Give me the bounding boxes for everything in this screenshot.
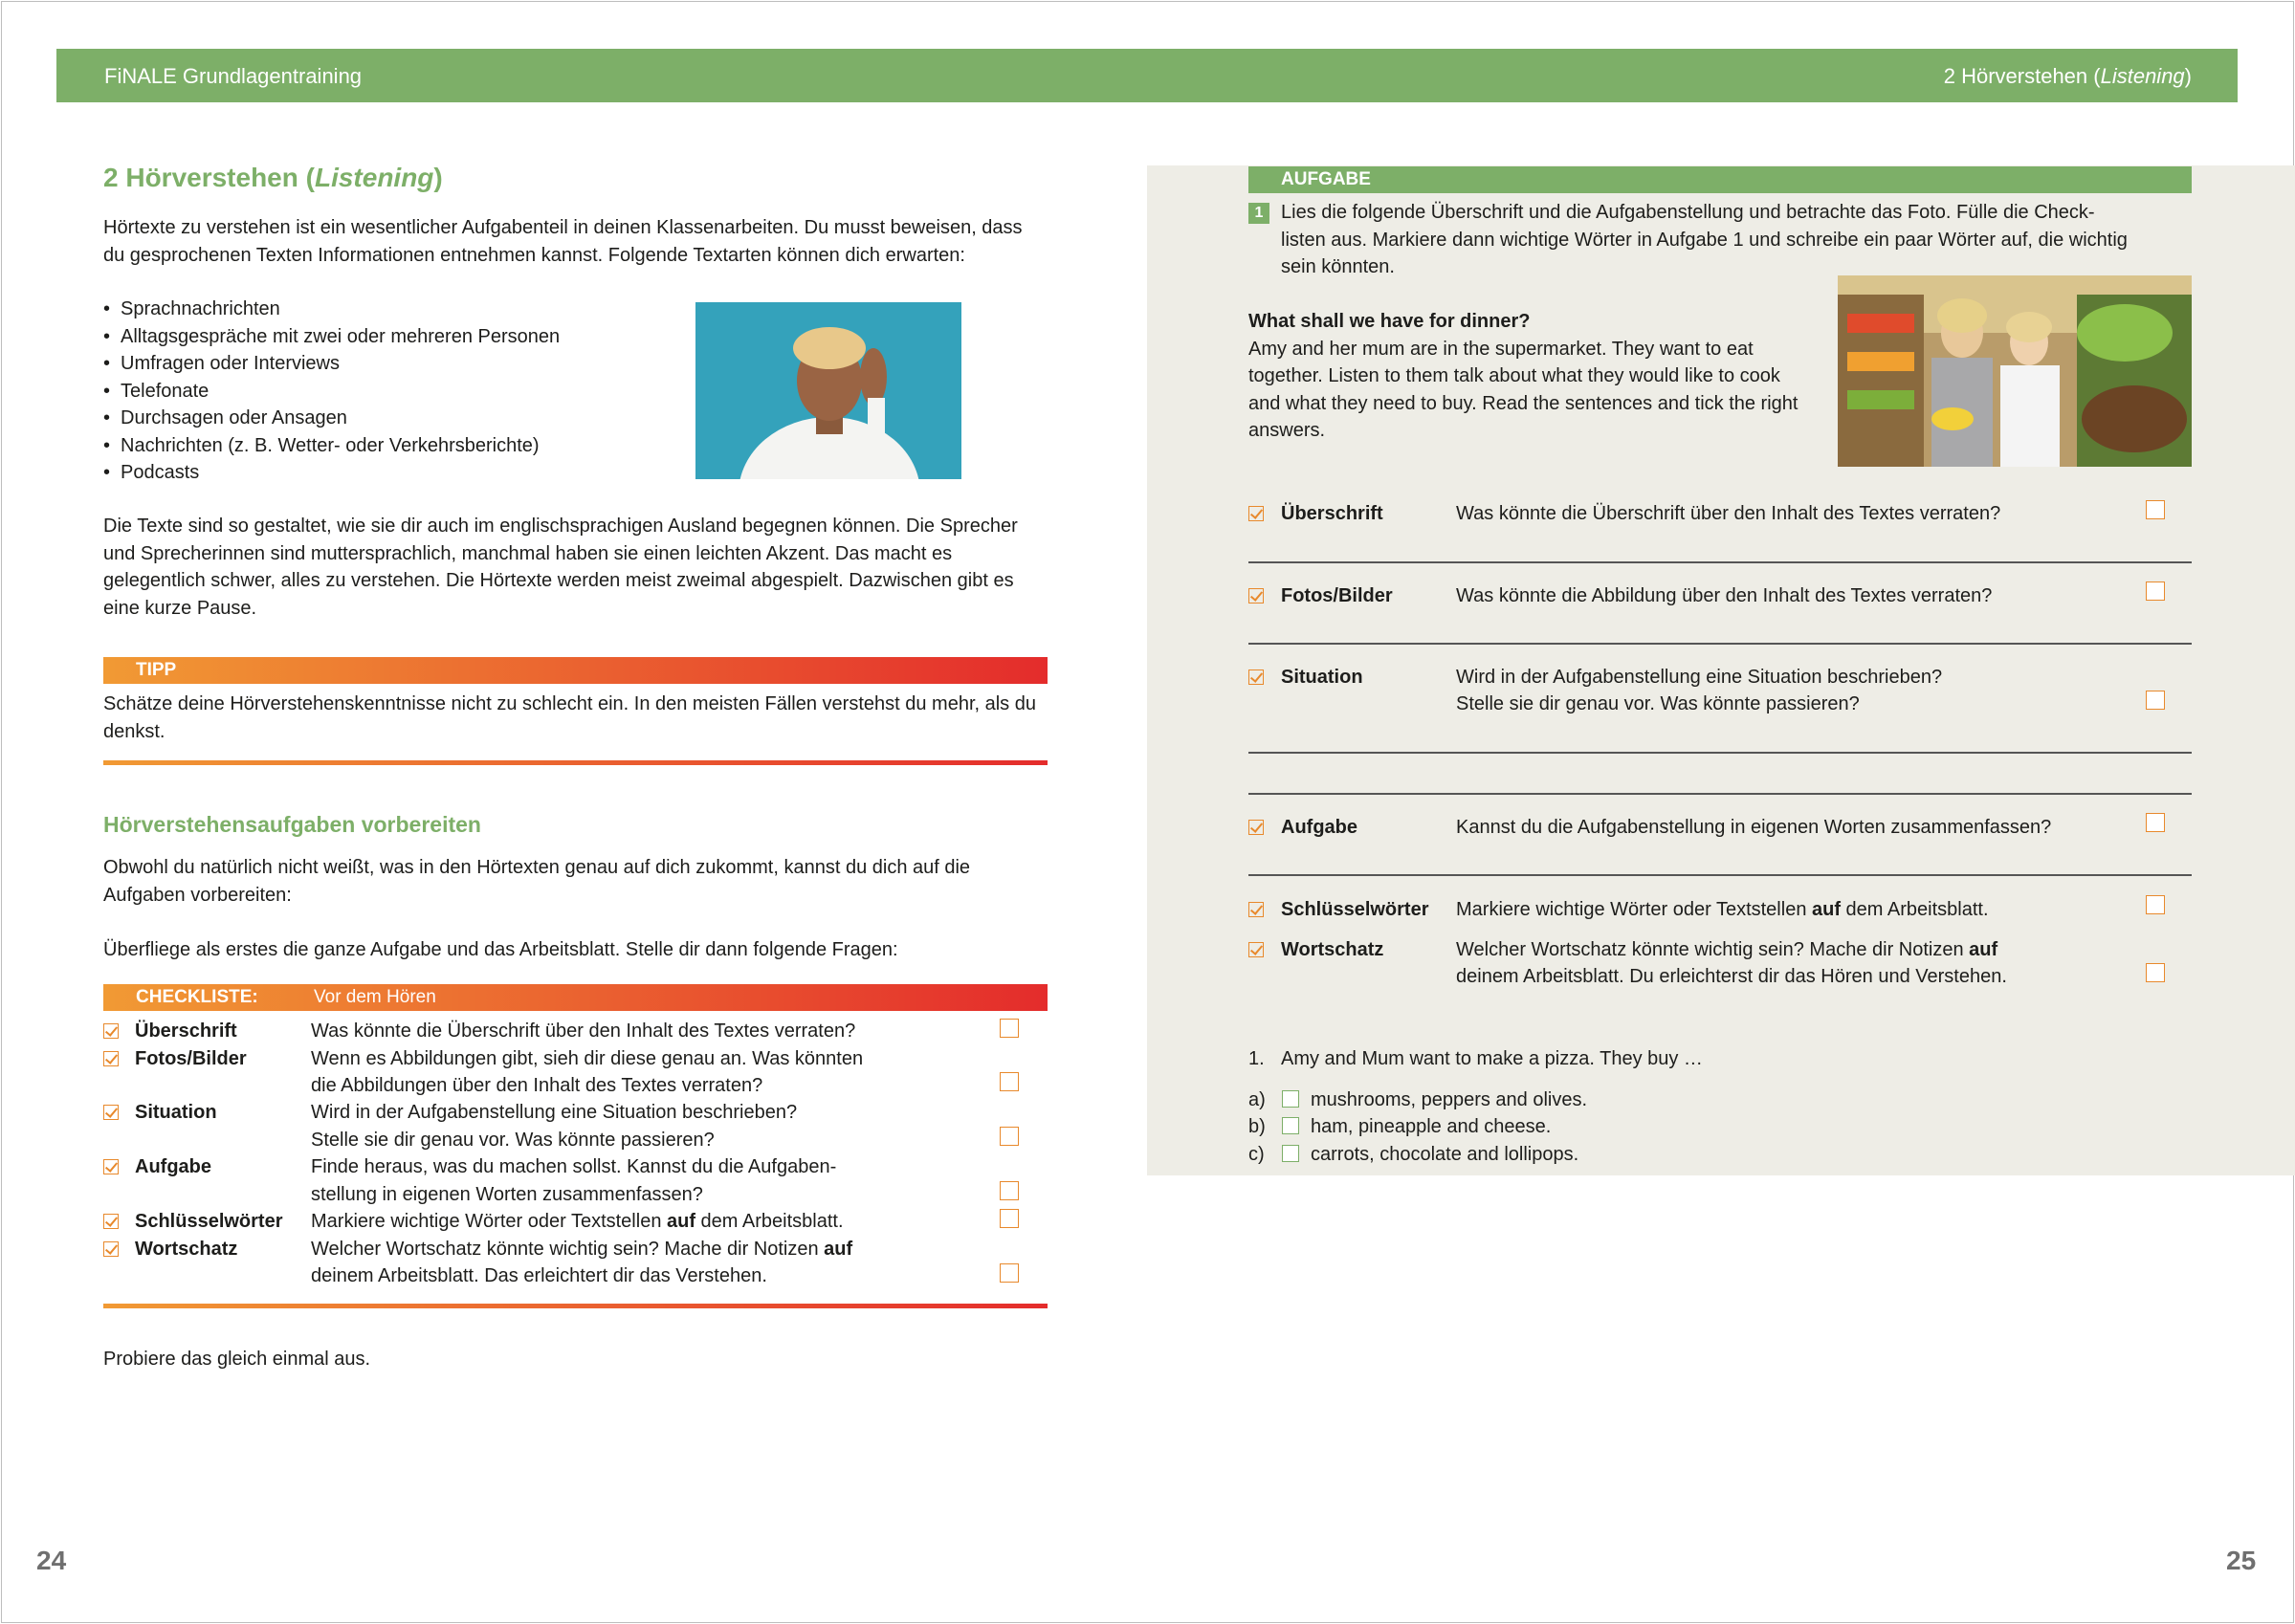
option-letter: a): [1248, 1089, 1266, 1110]
checklist-label-schluesselwoerter: Schlüsselwörter: [135, 1211, 283, 1232]
option-letter: c): [1248, 1144, 1265, 1165]
checklist-text: stellung in eigenen Worten zusammenfassen?: [311, 1184, 703, 1205]
row-text: Wird in der Aufgabenstellung eine Situation beschrieben?: [1456, 667, 1943, 688]
row-divider: [1248, 561, 2192, 563]
empty-checkbox[interactable]: [2146, 691, 2165, 710]
list-item: • Podcasts: [103, 459, 560, 487]
row-text: Was könnte die Abbildung über den Inhalt des Textes verraten?: [1456, 585, 1993, 606]
empty-checkbox[interactable]: [1000, 1181, 1019, 1200]
option-text: ham, pineapple and cheese.: [1311, 1116, 1552, 1137]
checklist-text: die Abbildungen über den Inhalt des Textes verraten?: [311, 1075, 763, 1096]
checklist-text: Welcher Wortschatz könnte wichtig sein? Mache dir Notizen auf: [311, 1239, 853, 1260]
question-number: 1.: [1248, 1048, 1265, 1069]
empty-checkbox[interactable]: [1000, 1263, 1019, 1283]
check-icon: [1248, 669, 1264, 685]
check-icon: [103, 1023, 119, 1039]
chapter-title: 2 Hörverstehen (Listening): [1943, 64, 2192, 88]
row-text: Stelle sie dir genau vor. Was könnte passieren?: [1456, 693, 1860, 714]
list-item: • Durchsagen oder Ansagen: [103, 405, 560, 432]
tipp-text: Schätze deine Hörverstehenskenntnisse nicht zu schlecht ein. In den meisten Fällen verstehst du mehr, als du denkst.: [103, 693, 1036, 742]
row-label-schluesselwoerter: Schlüsselwörter: [1281, 899, 1429, 920]
checklist-text: Was könnte die Überschrift über den Inhalt des Textes verraten?: [311, 1020, 856, 1042]
story-line: answers.: [1248, 420, 1326, 441]
text-types-list: [103, 296, 560, 487]
row-text: Markiere wichtige Wörter oder Textstellen auf dem Arbeitsblatt.: [1456, 899, 1989, 920]
row-label-situation: Situation: [1281, 667, 1363, 688]
list-item: • Umfragen oder Interviews: [103, 350, 560, 378]
checklist-title: Vor dem Hören: [314, 987, 436, 1007]
option-letter: b): [1248, 1116, 1266, 1137]
checklist-label-aufgabe: Aufgabe: [135, 1156, 211, 1177]
option-text: carrots, chocolate and lollipops.: [1311, 1144, 1579, 1165]
checklist-text: Wird in der Aufgabenstellung eine Situation beschrieben?: [311, 1102, 798, 1123]
check-icon: [1248, 902, 1264, 917]
checklist-text: Markiere wichtige Wörter oder Textstellen auf dem Arbeitsblatt.: [311, 1211, 844, 1232]
empty-checkbox[interactable]: [1000, 1127, 1019, 1146]
checklist-divider: [103, 1304, 1048, 1308]
book-title: FiNALE Grundlagentraining: [104, 64, 363, 88]
paragraph-prepare: Obwohl du natürlich nicht weißt, was in den Hörtexten genau auf dich zukommt, kannst du dich auf die Aufgaben vorbereiten:: [103, 857, 971, 906]
story-line: and what they need to buy. Read the sentences and tick the right: [1248, 393, 1798, 414]
empty-checkbox[interactable]: [2146, 813, 2165, 832]
check-icon: [103, 1214, 119, 1229]
row-divider: [1248, 874, 2192, 876]
task-line: sein könnten.: [1281, 256, 1395, 277]
answer-checkbox[interactable]: [1282, 1145, 1299, 1162]
check-icon: [103, 1105, 119, 1120]
task-line: listen aus. Markiere dann wichtige Wörter in Aufgabe 1 und schreibe ein paar Wörter auf, die wichtig: [1281, 230, 2128, 251]
paragraph-speakers: Die Texte sind so gestaltet, wie sie dir auch im englischsprachigen Ausland begegnen können. Die Sprecher und Sprecherinnen sind muttersprachlich, manchmal haben sie einen leichten Akzent. Das macht es gelegentlich schwer, alles zu verstehen. Die Hörtexte werden meist zweimal abgespielt. Dazwischen gibt es eine kurze Pause.: [103, 516, 1018, 619]
row-text: Kannst du die Aufgabenstellung in eigenen Worten zusammenfassen?: [1456, 817, 2052, 838]
check-icon: [103, 1051, 119, 1066]
checklist-text: Stelle sie dir genau vor. Was könnte passieren?: [311, 1130, 715, 1151]
checklist-label-fotos: Fotos/Bilder: [135, 1048, 247, 1069]
list-item: • Sprachnachrichten: [103, 296, 560, 323]
check-icon: [1248, 506, 1264, 521]
empty-checkbox[interactable]: [1000, 1209, 1019, 1228]
check-icon: [103, 1241, 119, 1257]
check-icon: [1248, 588, 1264, 604]
checklist-label-situation: Situation: [135, 1102, 217, 1123]
row-divider: [1248, 793, 2192, 795]
empty-checkbox[interactable]: [1000, 1019, 1019, 1038]
row-label-aufgabe: Aufgabe: [1281, 817, 1357, 838]
page-number-right: 25: [2226, 1546, 2257, 1575]
option-text: mushrooms, peppers and olives.: [1311, 1089, 1588, 1110]
row-text: deinem Arbeitsblatt. Du erleichterst dir das Hören und Verstehen.: [1456, 966, 2007, 987]
listening-girl-photo: [695, 302, 961, 479]
check-icon: [1248, 820, 1264, 835]
answer-checkbox[interactable]: [1282, 1117, 1299, 1134]
check-icon: [103, 1159, 119, 1174]
page-number-left: 24: [36, 1546, 67, 1575]
task-line: Lies die folgende Überschrift und die Aufgabenstellung und betrachte das Foto. Fülle die Check-: [1281, 202, 2095, 223]
intro-paragraph: Hörtexte zu verstehen ist ein wesentlicher Aufgabenteil in deinen Klassenarbeiten. Du musst beweisen, dass du gesprochenen Texten Informationen entnehmen kannst. Folgende Textarten können dich erwarten:: [103, 217, 1023, 266]
checklist-text: deinem Arbeitsblatt. Das erleichtert dir das Verstehen.: [311, 1265, 767, 1286]
empty-checkbox[interactable]: [2146, 582, 2165, 601]
subheading: Hörverstehensaufgaben vorbereiten: [103, 812, 481, 837]
paragraph-questions: Überfliege als erstes die ganze Aufgabe und das Arbeitsblatt. Stelle dir dann folgende Fragen:: [103, 939, 898, 960]
task-number-badge: 1: [1248, 203, 1269, 224]
answer-checkbox[interactable]: [1282, 1090, 1299, 1108]
checklist-label: CHECKLISTE:: [136, 987, 258, 1007]
empty-checkbox[interactable]: [2146, 963, 2165, 982]
story-line: Amy and her mum are in the supermarket. They want to eat: [1248, 339, 1754, 360]
checklist-text: Wenn es Abbildungen gibt, sieh dir diese genau an. Was könnten: [311, 1048, 864, 1069]
supermarket-photo: [1838, 275, 2192, 467]
empty-checkbox[interactable]: [2146, 500, 2165, 519]
check-icon: [1248, 942, 1264, 957]
row-label-ueberschrift: Überschrift: [1281, 503, 1383, 524]
checklist-bar: [103, 984, 1048, 1011]
list-item: • Telefonate: [103, 378, 560, 406]
row-label-fotos: Fotos/Bilder: [1281, 585, 1393, 606]
section-heading: 2 Hörverstehen (Listening): [103, 163, 443, 192]
empty-checkbox[interactable]: [2146, 895, 2165, 914]
row-label-wortschatz: Wortschatz: [1281, 939, 1384, 960]
list-item: • Nachrichten (z. B. Wetter- oder Verkehrsberichte): [103, 432, 560, 460]
checklist-label-wortschatz: Wortschatz: [135, 1239, 238, 1260]
row-text: Welcher Wortschatz könnte wichtig sein? Mache dir Notizen auf: [1456, 939, 1998, 960]
list-item: • Alltagsgespräche mit zwei oder mehreren Personen: [103, 323, 560, 351]
row-divider: [1248, 643, 2192, 645]
tipp-bar: [103, 657, 1048, 684]
story-line: together. Listen to them talk about what they would like to cook: [1248, 365, 1780, 386]
tipp-label: TIPP: [136, 660, 177, 680]
aufgabe-label: AUFGABE: [1281, 169, 1371, 189]
outro-text: Probiere das gleich einmal aus.: [103, 1349, 371, 1370]
checklist-label-ueberschrift: Überschrift: [135, 1020, 237, 1042]
checklist-text: Finde heraus, was du machen sollst. Kannst du die Aufgaben-: [311, 1156, 837, 1177]
empty-checkbox[interactable]: [1000, 1072, 1019, 1091]
question-text: Amy and Mum want to make a pizza. They buy …: [1281, 1048, 1703, 1069]
row-divider: [1248, 752, 2192, 754]
row-text: Was könnte die Überschrift über den Inhalt des Textes verraten?: [1456, 503, 2001, 524]
header-bar: [56, 49, 2238, 102]
story-title: What shall we have for dinner?: [1248, 311, 1531, 332]
aufgabe-bar: [1248, 166, 2192, 193]
tipp-divider: [103, 760, 1048, 765]
